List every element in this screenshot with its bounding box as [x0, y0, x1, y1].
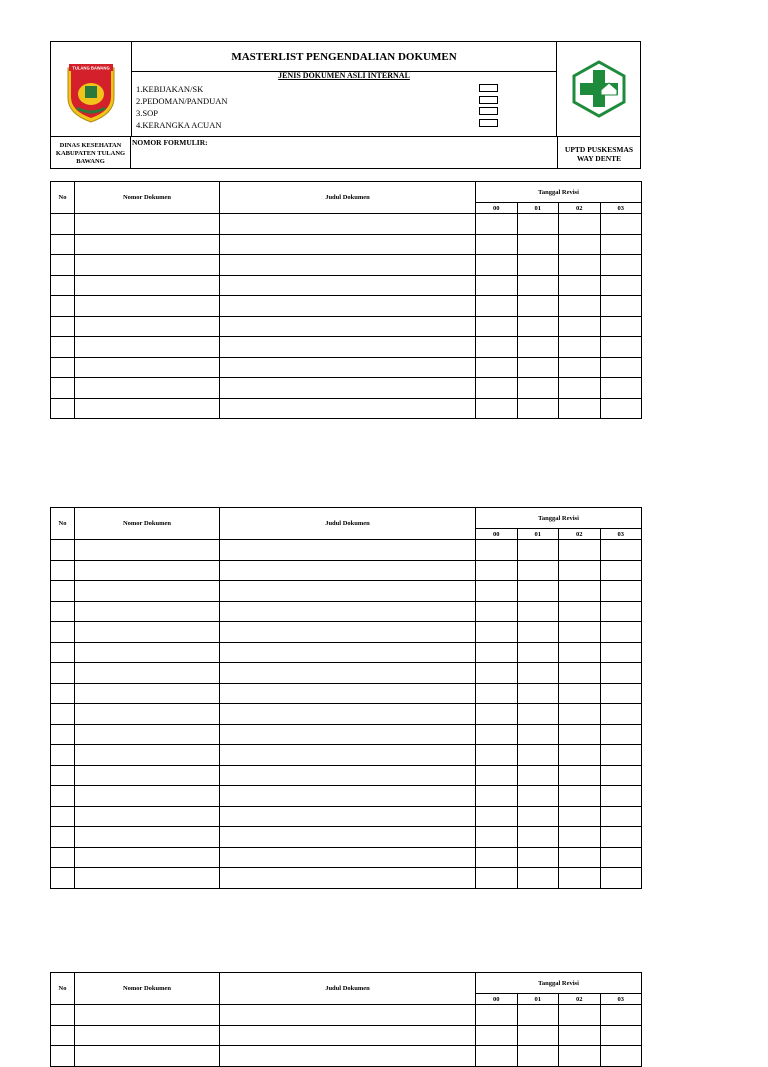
table-row	[51, 316, 642, 337]
table-cell[interactable]	[51, 1046, 75, 1067]
document-table	[50, 507, 642, 889]
header-no: No	[51, 508, 75, 540]
table-cell[interactable]	[476, 806, 518, 827]
table-cell[interactable]	[517, 704, 559, 725]
table-cell[interactable]	[75, 806, 220, 827]
doc-type-item: 4.KERANGKA ACUAN	[136, 120, 222, 130]
table-cell[interactable]	[75, 868, 220, 889]
table-cell[interactable]	[476, 1025, 518, 1046]
table-cell[interactable]	[51, 357, 75, 378]
table-cell[interactable]	[517, 255, 559, 276]
table-cell[interactable]	[476, 601, 518, 622]
header-tanggal-revisi: Tanggal Revisi	[476, 182, 642, 203]
table-cell[interactable]	[600, 581, 642, 602]
table-row	[51, 540, 642, 561]
header-rev-01: 01	[517, 529, 559, 540]
table-cell[interactable]	[476, 827, 518, 848]
table-cell[interactable]	[75, 560, 220, 581]
table-cell[interactable]	[517, 214, 559, 235]
table-cell[interactable]	[600, 316, 642, 337]
table-cell[interactable]	[517, 1046, 559, 1067]
table-cell[interactable]	[476, 704, 518, 725]
header-rev-00: 00	[476, 203, 518, 214]
table-cell[interactable]	[75, 398, 220, 419]
table-cell[interactable]	[51, 601, 75, 622]
header-center	[131, 42, 557, 136]
table-cell[interactable]	[220, 275, 476, 296]
table-cell[interactable]	[51, 540, 75, 561]
table-cell[interactable]	[600, 642, 642, 663]
table-cell[interactable]	[51, 316, 75, 337]
table-cell[interactable]	[600, 337, 642, 358]
table-row	[51, 1025, 642, 1046]
table-cell[interactable]	[600, 1046, 642, 1067]
table-cell[interactable]	[51, 868, 75, 889]
header-rev-00: 00	[476, 994, 518, 1005]
table-row	[51, 255, 642, 276]
table-cell[interactable]	[600, 786, 642, 807]
table-cell[interactable]	[476, 234, 518, 255]
table-cell[interactable]	[559, 1046, 601, 1067]
table-cell[interactable]	[559, 337, 601, 358]
header-rev-03: 03	[600, 203, 642, 214]
table-cell[interactable]	[517, 337, 559, 358]
emblem-banner-text: TULANG BAWANG	[72, 65, 110, 71]
table-cell[interactable]	[476, 540, 518, 561]
table-cell[interactable]	[476, 214, 518, 235]
table-cell[interactable]	[476, 724, 518, 745]
table-cell[interactable]	[75, 234, 220, 255]
header-bottom-row	[51, 136, 640, 168]
header-tanggal-revisi: Tanggal Revisi	[476, 973, 642, 994]
doc-type-item: 1.KEBIJAKAN/SK	[136, 84, 204, 94]
table-cell[interactable]	[476, 847, 518, 868]
table-cell[interactable]	[517, 378, 559, 399]
table-cell[interactable]	[559, 1025, 601, 1046]
table-cell[interactable]	[559, 786, 601, 807]
table-cell[interactable]	[220, 255, 476, 276]
table-cell[interactable]	[220, 765, 476, 786]
table-cell[interactable]	[600, 745, 642, 766]
table-cell[interactable]	[600, 275, 642, 296]
table-cell[interactable]	[75, 275, 220, 296]
doc-type-checkbox[interactable]	[479, 107, 498, 115]
table-cell[interactable]	[476, 296, 518, 317]
table-cell[interactable]	[75, 1025, 220, 1046]
header-rev-02: 02	[559, 529, 601, 540]
table-cell[interactable]	[517, 1025, 559, 1046]
table-cell[interactable]	[220, 642, 476, 663]
table-cell[interactable]	[559, 724, 601, 745]
table-cell[interactable]	[75, 1005, 220, 1026]
table-cell[interactable]	[220, 827, 476, 848]
tulang-bawang-emblem-icon	[51, 42, 131, 136]
header-nomor-dokumen: Nomor Dokumen	[75, 508, 220, 540]
table-cell[interactable]	[220, 704, 476, 725]
header-nomor-dokumen: Nomor Dokumen	[75, 973, 220, 1005]
table-cell[interactable]	[220, 337, 476, 358]
table-row	[51, 847, 642, 868]
table-cell[interactable]	[600, 622, 642, 643]
table-cell[interactable]	[476, 378, 518, 399]
document-header	[50, 41, 641, 169]
table-cell[interactable]	[220, 357, 476, 378]
table-cell[interactable]	[517, 560, 559, 581]
header-rev-02: 02	[559, 203, 601, 214]
table-cell[interactable]	[75, 581, 220, 602]
table-cell[interactable]	[75, 724, 220, 745]
table-cell[interactable]	[220, 1025, 476, 1046]
table-row	[51, 642, 642, 663]
page-title: MASTERLIST PENGENDALIAN DOKUMEN	[131, 42, 557, 72]
table-cell[interactable]	[517, 622, 559, 643]
table-cell[interactable]	[220, 683, 476, 704]
puskesmas-logo-icon	[557, 42, 640, 136]
table-cell[interactable]	[220, 234, 476, 255]
table-cell[interactable]	[600, 663, 642, 684]
table-cell[interactable]	[75, 847, 220, 868]
table-cell[interactable]	[75, 296, 220, 317]
table-row	[51, 601, 642, 622]
table-cell[interactable]	[51, 847, 75, 868]
table-row	[51, 398, 642, 419]
table-cell[interactable]	[220, 1046, 476, 1067]
table-cell[interactable]	[600, 765, 642, 786]
table-cell[interactable]	[220, 296, 476, 317]
header-tanggal-revisi: Tanggal Revisi	[476, 508, 642, 529]
table-cell[interactable]	[476, 255, 518, 276]
table-cell[interactable]	[220, 786, 476, 807]
table-cell[interactable]	[600, 1005, 642, 1026]
table-cell[interactable]	[476, 275, 518, 296]
table-cell[interactable]	[75, 765, 220, 786]
table-cell[interactable]	[51, 398, 75, 419]
table-cell[interactable]	[51, 724, 75, 745]
table-cell[interactable]	[75, 663, 220, 684]
table-row	[51, 357, 642, 378]
table-row	[51, 560, 642, 581]
table-cell[interactable]	[600, 1025, 642, 1046]
table-cell[interactable]	[559, 316, 601, 337]
table-cell[interactable]	[559, 540, 601, 561]
table-cell[interactable]	[220, 398, 476, 419]
doc-type-checkbox[interactable]	[479, 96, 498, 104]
table-cell[interactable]	[75, 214, 220, 235]
table-cell[interactable]	[559, 234, 601, 255]
table-row	[51, 827, 642, 848]
table-cell[interactable]	[600, 827, 642, 848]
table-cell[interactable]	[476, 1005, 518, 1026]
table-cell[interactable]	[517, 398, 559, 419]
table-cell[interactable]	[476, 745, 518, 766]
table-cell[interactable]	[559, 581, 601, 602]
table-cell[interactable]	[75, 622, 220, 643]
table-cell[interactable]	[517, 827, 559, 848]
table-cell[interactable]	[600, 560, 642, 581]
table-cell[interactable]	[75, 745, 220, 766]
table-cell[interactable]	[600, 601, 642, 622]
header-no: No	[51, 182, 75, 214]
table-cell[interactable]	[600, 683, 642, 704]
table-cell[interactable]	[476, 560, 518, 581]
table-cell[interactable]	[600, 540, 642, 561]
table-cell[interactable]	[476, 398, 518, 419]
table-cell[interactable]	[559, 296, 601, 317]
doc-type-checkbox[interactable]	[479, 119, 498, 127]
table-cell[interactable]	[517, 745, 559, 766]
table-row	[51, 1046, 642, 1067]
table-cell[interactable]	[51, 806, 75, 827]
table-row	[51, 745, 642, 766]
table-cell[interactable]	[476, 868, 518, 889]
header-judul-dokumen: Judul Dokumen	[220, 182, 476, 214]
table-cell[interactable]	[75, 540, 220, 561]
table-cell[interactable]	[476, 581, 518, 602]
table-cell[interactable]	[559, 214, 601, 235]
table-cell[interactable]	[220, 540, 476, 561]
table-cell[interactable]	[51, 622, 75, 643]
table-cell[interactable]	[220, 745, 476, 766]
table-cell[interactable]	[559, 560, 601, 581]
table-cell[interactable]	[220, 581, 476, 602]
form-number-label: NOMOR FORMULIR:	[132, 138, 208, 147]
table-cell[interactable]	[51, 214, 75, 235]
header-rev-01: 01	[517, 203, 559, 214]
table-cell[interactable]	[220, 560, 476, 581]
table-cell[interactable]	[51, 745, 75, 766]
table-cell[interactable]	[220, 378, 476, 399]
table-cell[interactable]	[476, 337, 518, 358]
table-cell[interactable]	[220, 601, 476, 622]
header-rev-00: 00	[476, 529, 518, 540]
table-cell[interactable]	[75, 642, 220, 663]
table-cell[interactable]	[75, 827, 220, 848]
table-cell[interactable]	[476, 622, 518, 643]
table-cell[interactable]	[75, 683, 220, 704]
table-cell[interactable]	[220, 868, 476, 889]
table-row	[51, 724, 642, 745]
table-cell[interactable]	[476, 642, 518, 663]
left-organization: DINAS KESEHATAN KABUPATEN TULANG BAWANG	[51, 137, 131, 168]
right-organization: UPTD PUSKESMAS WAY DENTE	[557, 137, 640, 168]
table-cell[interactable]	[51, 255, 75, 276]
table-row	[51, 581, 642, 602]
table-cell[interactable]	[559, 398, 601, 419]
table-cell[interactable]	[517, 642, 559, 663]
table-cell[interactable]	[220, 1005, 476, 1026]
header-judul-dokumen: Judul Dokumen	[220, 973, 476, 1005]
table-row	[51, 214, 642, 235]
table-cell[interactable]	[600, 398, 642, 419]
table-cell[interactable]	[600, 806, 642, 827]
table-cell[interactable]	[517, 786, 559, 807]
table-cell[interactable]	[517, 683, 559, 704]
table-cell[interactable]	[559, 255, 601, 276]
table-cell[interactable]	[600, 234, 642, 255]
table-cell[interactable]	[559, 275, 601, 296]
header-rev-03: 03	[600, 994, 642, 1005]
table-cell[interactable]	[559, 806, 601, 827]
table-cell[interactable]	[600, 296, 642, 317]
table-row	[51, 378, 642, 399]
table-cell[interactable]	[517, 234, 559, 255]
table-cell[interactable]	[559, 357, 601, 378]
table-cell[interactable]	[517, 581, 559, 602]
table-row	[51, 868, 642, 889]
table-cell[interactable]	[517, 296, 559, 317]
table-cell[interactable]	[51, 704, 75, 725]
table-cell[interactable]	[220, 214, 476, 235]
table-cell[interactable]	[75, 255, 220, 276]
table-cell[interactable]	[600, 214, 642, 235]
table-row	[51, 786, 642, 807]
right-logo-cell	[556, 42, 640, 136]
doc-type-item: 3.SOP	[136, 108, 158, 118]
table-cell[interactable]	[517, 357, 559, 378]
table-cell[interactable]	[75, 1046, 220, 1067]
table-cell[interactable]	[75, 378, 220, 399]
table-cell[interactable]	[559, 622, 601, 643]
doc-type-checkbox[interactable]	[479, 84, 498, 92]
table-row	[51, 622, 642, 643]
table-cell[interactable]	[559, 765, 601, 786]
table-cell[interactable]	[517, 316, 559, 337]
table-cell[interactable]	[220, 622, 476, 643]
table-cell[interactable]	[75, 601, 220, 622]
table-cell[interactable]	[75, 337, 220, 358]
table-row	[51, 663, 642, 684]
table-cell[interactable]	[220, 847, 476, 868]
table-cell[interactable]	[517, 540, 559, 561]
table-cell[interactable]	[517, 275, 559, 296]
table-cell[interactable]	[51, 663, 75, 684]
table-cell[interactable]	[559, 663, 601, 684]
table-row	[51, 234, 642, 255]
table-row	[51, 704, 642, 725]
table-cell[interactable]	[51, 296, 75, 317]
table-cell[interactable]	[51, 786, 75, 807]
table-cell[interactable]	[51, 827, 75, 848]
header-rev-01: 01	[517, 994, 559, 1005]
table-row	[51, 275, 642, 296]
table-cell[interactable]	[600, 255, 642, 276]
table-cell[interactable]	[559, 868, 601, 889]
document-table	[50, 181, 642, 419]
table-cell[interactable]	[220, 806, 476, 827]
header-no: No	[51, 973, 75, 1005]
doc-type-item: 2.PEDOMAN/PANDUAN	[136, 96, 228, 106]
table-cell[interactable]	[51, 275, 75, 296]
table-cell[interactable]	[600, 357, 642, 378]
table-cell[interactable]	[600, 704, 642, 725]
table-cell[interactable]	[51, 765, 75, 786]
table-cell[interactable]	[517, 724, 559, 745]
document-type-list	[136, 83, 228, 131]
table-cell[interactable]	[51, 337, 75, 358]
table-cell[interactable]	[220, 663, 476, 684]
table-cell[interactable]	[476, 786, 518, 807]
document-table	[50, 972, 642, 1067]
doc-type-checkboxes	[479, 84, 498, 130]
table-cell[interactable]	[51, 581, 75, 602]
header-rev-02: 02	[559, 994, 601, 1005]
table-cell[interactable]	[559, 1005, 601, 1026]
table-cell[interactable]	[559, 601, 601, 622]
table-cell[interactable]	[600, 724, 642, 745]
table-cell[interactable]	[51, 378, 75, 399]
table-cell[interactable]	[600, 868, 642, 889]
table-row	[51, 765, 642, 786]
table-cell[interactable]	[476, 683, 518, 704]
table-row	[51, 683, 642, 704]
table-cell[interactable]	[51, 1005, 75, 1026]
table-cell[interactable]	[75, 704, 220, 725]
left-logo-cell	[51, 42, 132, 136]
table-cell[interactable]	[517, 663, 559, 684]
table-row	[51, 1005, 642, 1026]
table-cell[interactable]	[220, 316, 476, 337]
table-cell[interactable]	[75, 786, 220, 807]
table-cell[interactable]	[517, 765, 559, 786]
header-rev-03: 03	[600, 529, 642, 540]
table-cell[interactable]	[559, 704, 601, 725]
table-cell[interactable]	[51, 642, 75, 663]
subtitle: JENIS DOKUMEN ASLI INTERNAL	[278, 71, 410, 80]
table-row	[51, 296, 642, 317]
table-cell[interactable]	[476, 765, 518, 786]
table-row	[51, 806, 642, 827]
table-cell[interactable]	[51, 1025, 75, 1046]
table-cell[interactable]	[517, 868, 559, 889]
table-cell[interactable]	[600, 847, 642, 868]
table-cell[interactable]	[51, 560, 75, 581]
table-cell[interactable]	[220, 724, 476, 745]
table-cell[interactable]	[517, 1005, 559, 1026]
table-cell[interactable]	[517, 847, 559, 868]
table-cell[interactable]	[559, 683, 601, 704]
table-cell[interactable]	[476, 1046, 518, 1067]
table-cell[interactable]	[559, 745, 601, 766]
table-cell[interactable]	[600, 378, 642, 399]
table-cell[interactable]	[517, 601, 559, 622]
table-cell[interactable]	[476, 663, 518, 684]
table-cell[interactable]	[51, 683, 75, 704]
table-cell[interactable]	[559, 378, 601, 399]
header-judul-dokumen: Judul Dokumen	[220, 508, 476, 540]
table-cell[interactable]	[559, 827, 601, 848]
table-cell[interactable]	[476, 357, 518, 378]
header-nomor-dokumen: Nomor Dokumen	[75, 182, 220, 214]
table-cell[interactable]	[559, 642, 601, 663]
table-cell[interactable]	[476, 316, 518, 337]
table-cell[interactable]	[75, 357, 220, 378]
table-cell[interactable]	[559, 847, 601, 868]
table-cell[interactable]	[75, 316, 220, 337]
table-cell[interactable]	[51, 234, 75, 255]
table-cell[interactable]	[517, 806, 559, 827]
table-row	[51, 337, 642, 358]
